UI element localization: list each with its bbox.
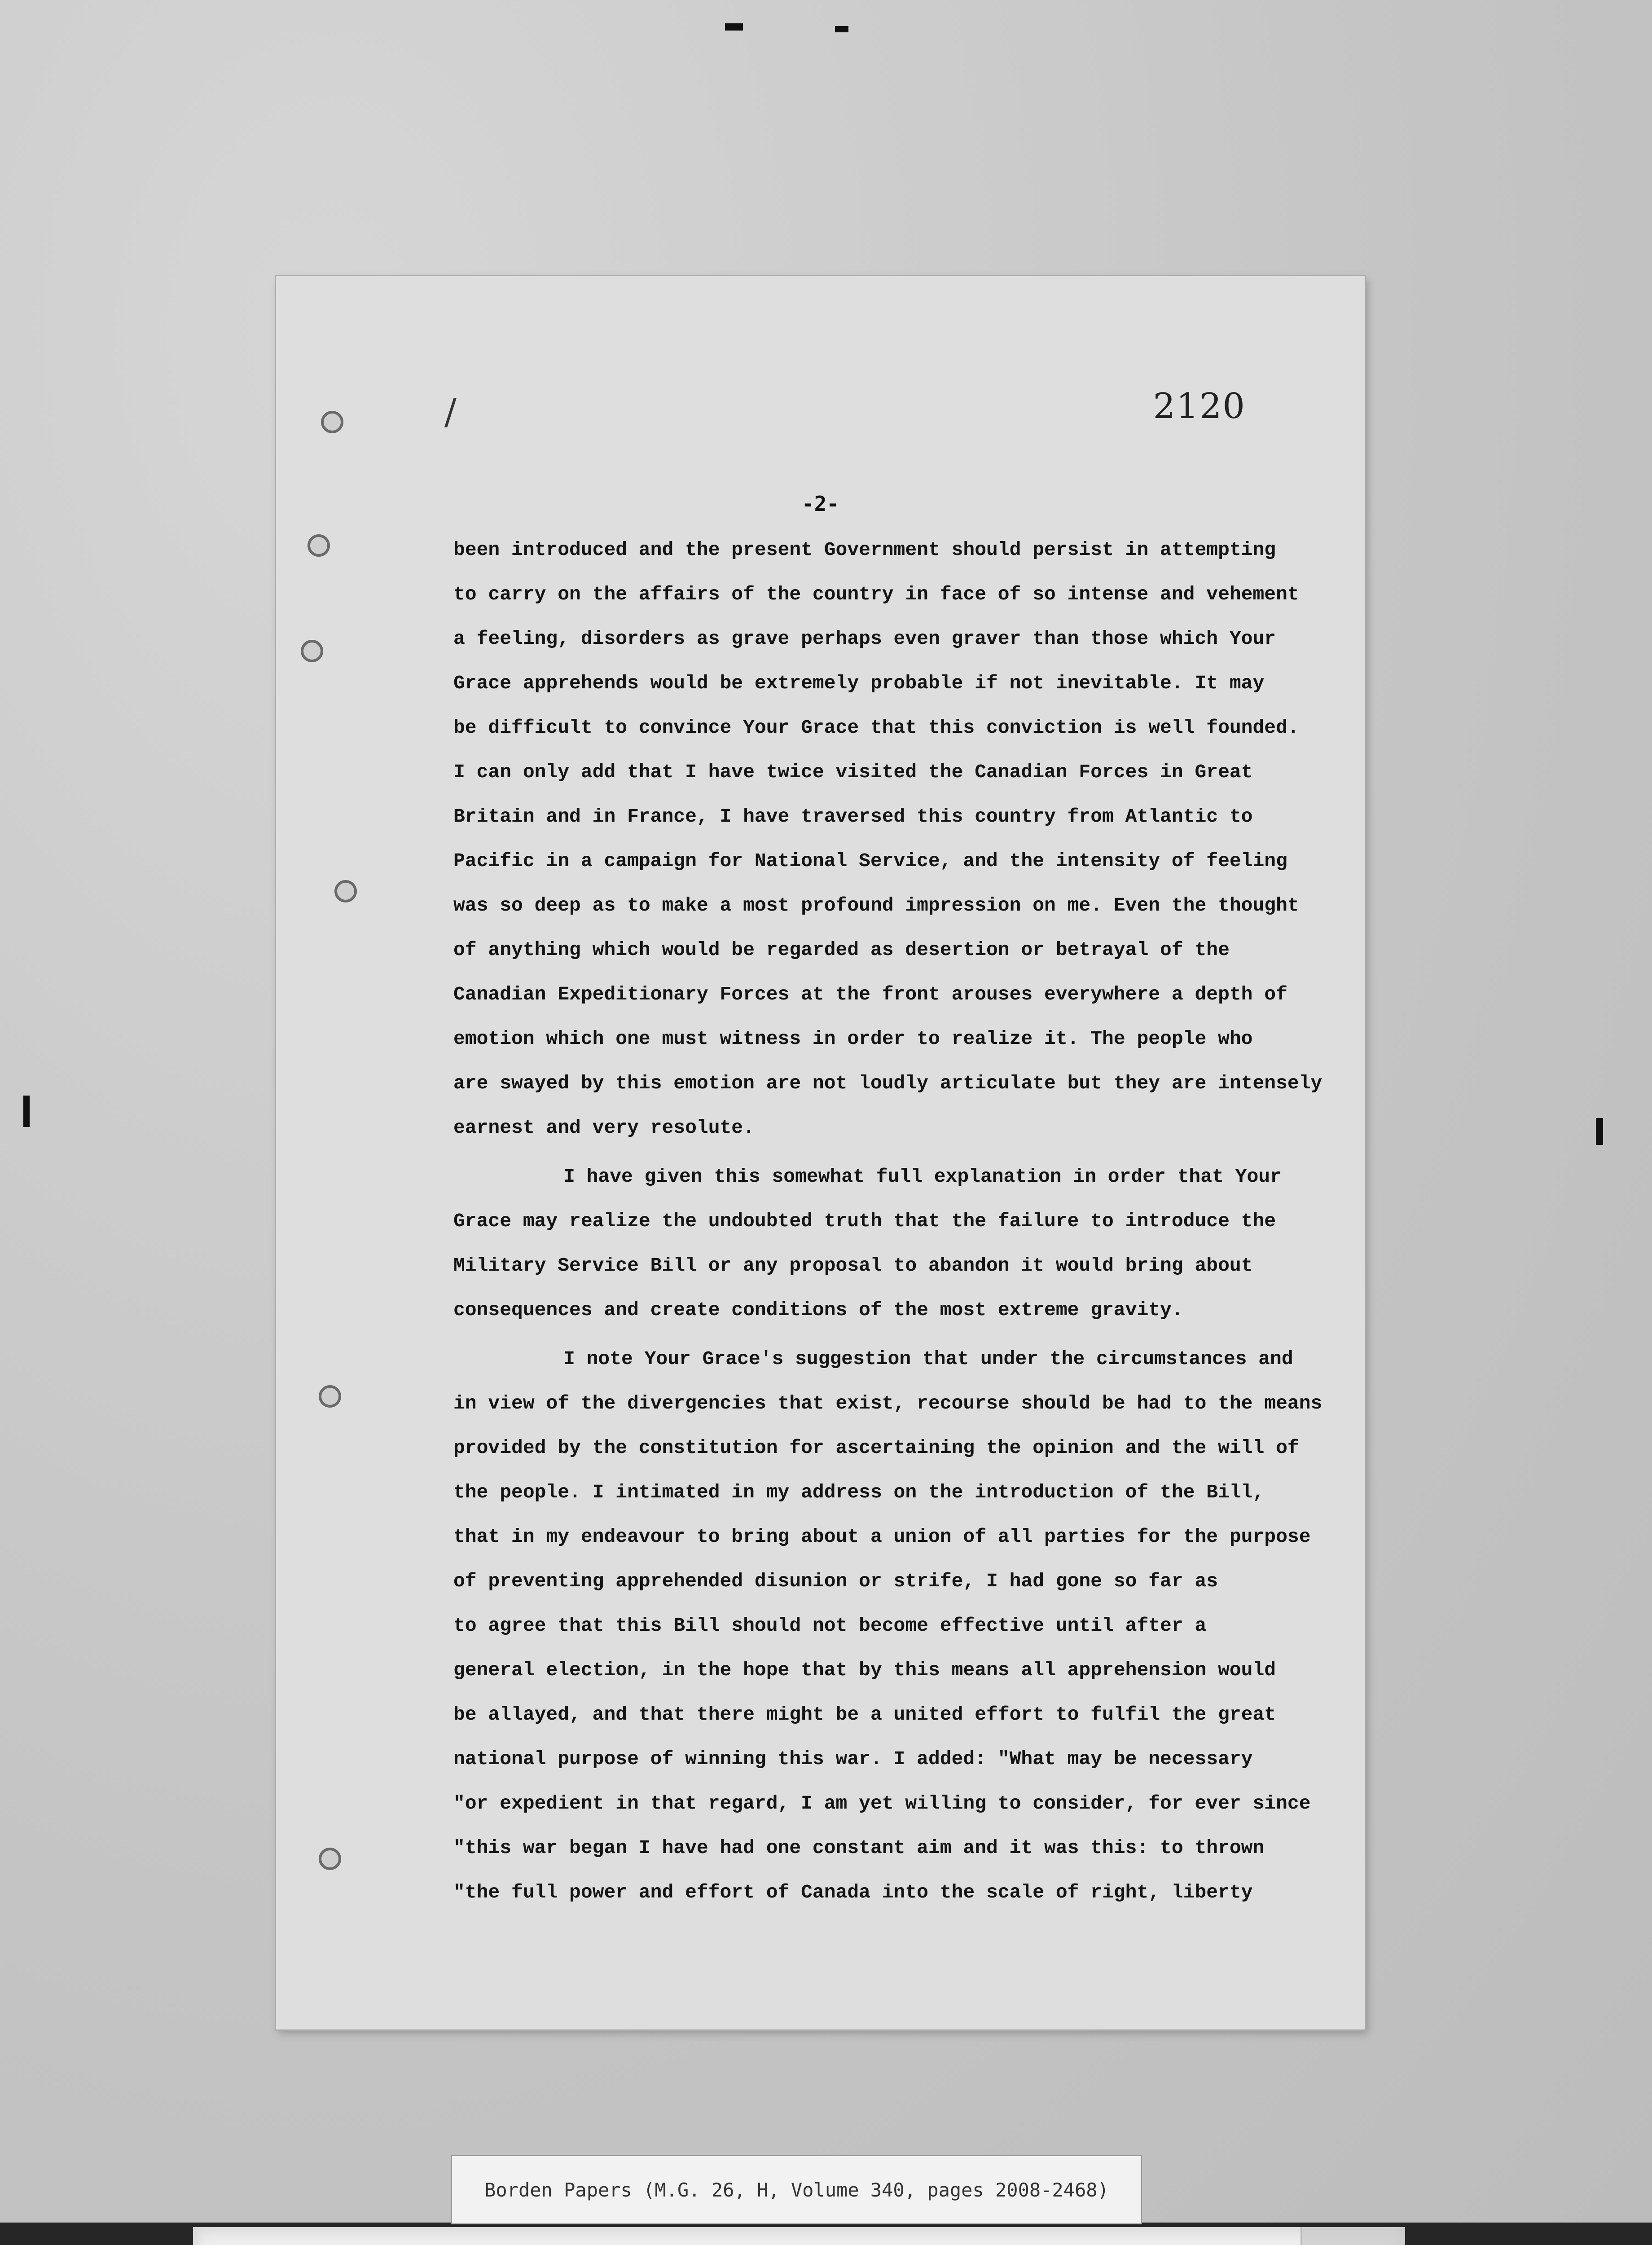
punch-hole	[301, 640, 323, 662]
text-line: Grace apprehends would be extremely probable if not inevitable. It may	[453, 672, 1265, 694]
letter-body	[453, 528, 1333, 1915]
text-line: in view of the divergencies that exist, recourse should be had to the means	[453, 1392, 1322, 1414]
punch-hole	[319, 1385, 341, 1408]
text-line: earnest and very resolute.	[453, 1117, 755, 1139]
text-line: been introduced and the present Government should persist in attempting	[453, 539, 1276, 561]
text-line: be difficult to convince Your Grace that this conviction is well founded.	[453, 717, 1299, 739]
text-line: general election, in the hope that by this means all apprehension would	[453, 1659, 1276, 1681]
text-line: to agree that this Bill should not become effective until after a	[453, 1615, 1207, 1637]
text-line: I note Your Grace's suggestion that under the circumstances and	[563, 1348, 1293, 1370]
text-line: Canadian Expeditionary Forces at the front arouses everywhere a depth of	[453, 983, 1287, 1005]
tape-strip	[1301, 2227, 1405, 2245]
text-line: "this war began I have had one constant aim and it was this: to thrown	[453, 1837, 1265, 1859]
text-line: was so deep as to make a most profound impression on me. Even the thought	[453, 894, 1299, 916]
text-line: be allayed, and that there might be a united effort to fulfil the great	[453, 1704, 1276, 1726]
text-line: "the full power and effort of Canada into the scale of right, liberty	[453, 1881, 1253, 1903]
film-mark-top-left	[725, 23, 743, 31]
text-line: Pacific in a campaign for National Service, and the intensity of feeling	[453, 850, 1287, 872]
text-line: consequences and create conditions of the most extreme gravity.	[453, 1299, 1183, 1321]
text-line: Grace may realize the undoubted truth that the failure to introduce the	[453, 1210, 1276, 1232]
text-line: Military Service Bill or any proposal to abandon it would bring about	[453, 1255, 1253, 1277]
text-line: of anything which would be regarded as desertion or betrayal of the	[453, 939, 1230, 961]
text-line: to carry on the affairs of the country in face of so intense and vehement	[453, 583, 1299, 605]
text-line: I have given this somewhat full explanation in order that Your	[563, 1166, 1282, 1188]
text-line: "or expedient in that regard, I am yet willing to consider, for ever since	[453, 1792, 1311, 1814]
punch-hole	[321, 411, 343, 433]
text-line: Britain and in France, I have traversed this country from Atlantic to	[453, 806, 1253, 828]
text-line: of preventing apprehended disunion or strife, I had gone so far as	[453, 1570, 1218, 1592]
punch-hole	[334, 880, 357, 902]
paragraph-gap	[453, 1150, 1333, 1154]
paragraph-gap	[453, 1332, 1333, 1337]
text-line: that in my endeavour to bring about a union of all parties for the purpose	[453, 1526, 1311, 1548]
film-mark-top-right	[835, 26, 848, 32]
text-line: emotion which one must witness in order to realize it. The people who	[453, 1028, 1253, 1050]
film-mark-right	[1596, 1118, 1603, 1145]
punch-hole	[319, 1848, 341, 1870]
film-mark-left	[23, 1096, 30, 1127]
handwritten-mark: /	[444, 391, 457, 432]
page-number: 2120	[1153, 386, 1246, 427]
text-line: the people. I intimated in my address on the introduction of the Bill,	[453, 1481, 1265, 1503]
text-line: I can only add that I have twice visited the Canadian Forces in Great	[453, 761, 1253, 783]
text-line: national purpose of winning this war. I added: "What may be necessary	[453, 1748, 1253, 1770]
punch-hole	[308, 534, 330, 557]
archive-target-card	[193, 2227, 1405, 2245]
text-line: are swayed by this emotion are not loudly articulate but they are intensely	[453, 1072, 1322, 1094]
text-line: a feeling, disorders as grave perhaps even graver than those which Your	[453, 628, 1276, 650]
document-page	[276, 276, 1365, 2029]
text-line: provided by the constitution for ascertaining the opinion and the will of	[453, 1437, 1299, 1459]
page-marker: -2-	[801, 492, 839, 516]
collection-label: Borden Papers (M.G. 26, H, Volume 340, pages 2008-2468)	[451, 2155, 1142, 2224]
